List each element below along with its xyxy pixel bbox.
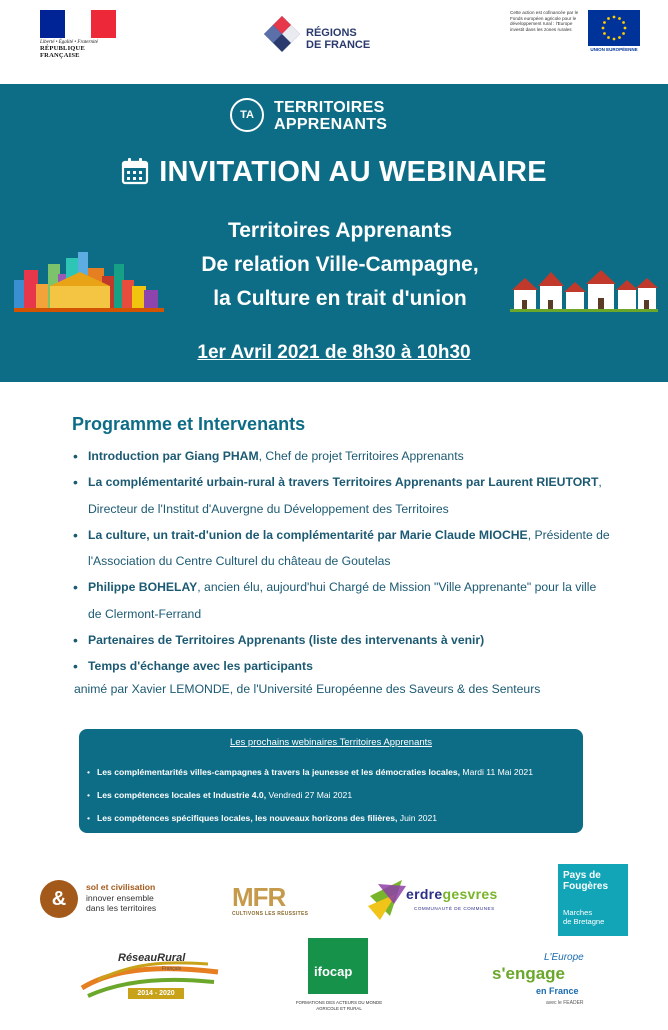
programme-host: animé par Xavier LEMONDE, de l'Université Européenne des Saveurs & des Senteurs (74, 682, 541, 696)
programme-item (72, 522, 612, 575)
ifocap-box (308, 938, 368, 994)
eu-star-icon (622, 21, 625, 24)
programme-list (72, 443, 612, 680)
pays-de-fougeres-logo (558, 864, 628, 936)
europe-line3: en France (536, 986, 579, 996)
programme-item-rest: , Chef de projet Territoires Apprenants (258, 449, 464, 463)
invitation-text: INVITATION AU WEBINAIRE (159, 156, 547, 188)
programme-item (72, 469, 612, 522)
next-webinar-date: Vendredi 27 Mai 2021 (266, 790, 353, 800)
erdre-gesvres-logo (366, 876, 520, 924)
city-skyline-illustration (14, 250, 164, 312)
programme-item (72, 627, 612, 653)
fougeres-subtitle (563, 908, 604, 926)
ta-name-line1: TERRITOIRES (274, 99, 385, 116)
eu-funding-logo (510, 10, 642, 54)
ifocap-logo (294, 938, 384, 1024)
programme-item (72, 443, 612, 469)
erdre-sub: COMMUNAUTÉ DE COMMUNES (414, 906, 495, 911)
programme-item-rest: , Présidente de l'Association du Centre Culturel du château de Goutelas (88, 527, 610, 569)
europe-line2: s'engage (492, 964, 566, 983)
programme-item (72, 574, 612, 627)
programme-item (72, 653, 612, 679)
eu-star-icon (622, 32, 625, 35)
sol-line1: sol et civilisation (86, 882, 156, 892)
fougeres-line3: Marches (563, 908, 593, 917)
regions-diamond-icon (262, 14, 302, 54)
next-webinar-topic: Les complémentarités villes-campagnes à travers la jeunesse et les démocraties locales, (97, 767, 461, 777)
sol-line2: innover ensemble (86, 892, 154, 903)
erdre-part1: erdre (406, 886, 443, 902)
logo-bar (0, 0, 668, 84)
sol-text (86, 882, 156, 914)
programme-item-rest: , Directeur de l'Institut d'Auvergne du Développement des Territoires (88, 475, 602, 516)
next-webinar-item (87, 784, 577, 807)
mfr-tagline: CULTIVONS LES RÉUSSITES (232, 911, 309, 917)
next-webinar-topic: Les compétences locales et Industrie 4.0, (97, 790, 267, 800)
republique-francaise-logo (40, 10, 116, 59)
webinar-date: 1er Avril 2021 de 8h30 à 10h30 (197, 342, 471, 363)
programme-item-rest: , ancien élu, aujourd'hui Chargé de Mission "Ville Apprenante" pour la ville de Clermont-Ferrand (88, 580, 597, 621)
fougeres-line4: de Bretagne (563, 917, 605, 926)
next-webinar-topic: Les compétences spécifiques locales, les nouveaux horizons des filières, (97, 813, 398, 823)
next-webinars-list (87, 761, 577, 830)
eu-note: Cette action est cofinancée par le Fonds européen agricole pour le développement rural : l'Europe investit dans les zones rurales (510, 10, 579, 32)
mfr-logo (232, 882, 322, 922)
eu-star-icon (618, 17, 621, 20)
rf-motto: Liberté • Égalité • Fraternité (40, 40, 98, 45)
erdre-gesvres-mark-icon (366, 876, 410, 920)
subtitle-line-1: Territoires Apprenants (227, 219, 453, 242)
invitation-heading (0, 156, 668, 189)
eu-star-icon (607, 36, 610, 39)
next-webinar-item (87, 807, 577, 830)
reseau-rural-logo (78, 948, 224, 1006)
fougeres-line1: Pays de (563, 870, 601, 881)
erdre-name (406, 886, 498, 902)
ifocap-name: ifocap (314, 964, 353, 979)
french-flag-icon (40, 10, 116, 38)
next-webinar-date: Mardi 11 Mai 2021 (460, 767, 533, 777)
ta-name (274, 99, 387, 133)
ifocap-subtitle: FORMATIONS DES ACTEURS DU MONDE AGRICOLE ET RURAL (295, 1000, 383, 1011)
sol-ampersand-icon: & (40, 880, 78, 918)
hero-banner (0, 84, 668, 382)
programme-item-bold: La culture, un trait-d'union de la complémentarité par Marie Claude MIOCHE (88, 527, 528, 542)
europe-line1: L'Europe (544, 952, 584, 963)
programme-item-bold: La complémentarité urbain-rural à travers Territoires Apprenants par Laurent RIEUTORT (88, 475, 599, 490)
programme-item-bold: Philippe BOHELAY (88, 580, 198, 595)
eu-star-icon (613, 38, 616, 41)
europe-sengage-logo (488, 950, 598, 1012)
regions-de-france-logo (262, 12, 372, 56)
calendar-icon (121, 157, 149, 185)
eu-star-icon (603, 32, 606, 35)
ta-name-line2: APPRENANTS (274, 116, 388, 133)
rf-name: RÉPUBLIQUE FRANÇAISE (40, 45, 85, 59)
territoires-apprenants-logo (230, 94, 410, 138)
eu-star-icon (607, 17, 610, 20)
erdre-part2: gesvres (442, 886, 498, 902)
next-webinar-date: Juin 2021 (397, 813, 438, 823)
eu-star-icon (613, 16, 616, 19)
europe-line4: avec le FEADER (546, 1000, 584, 1006)
eu-star-icon (602, 27, 605, 30)
programme-title: Programme et Intervenants (72, 414, 306, 434)
webinar-subtitle (150, 214, 530, 316)
mfr-name: MFR (232, 882, 286, 912)
reseau-rural-country: Français (162, 966, 182, 972)
next-webinars-box (79, 729, 583, 833)
next-webinar-item (87, 761, 577, 784)
programme-item-bold: Temps d'échange avec les participants (88, 659, 313, 674)
subtitle-line-2: De relation Ville-Campagne, (201, 253, 479, 276)
subtitle-line-3: la Culture en trait d'union (213, 287, 467, 310)
eu-label: UNION EUROPÉENNE (590, 47, 638, 52)
eu-star-icon (624, 27, 627, 30)
fougeres-line2: Fougères (563, 881, 609, 892)
reseau-rural-name: RéseauRural (118, 952, 186, 964)
eu-flag-icon (588, 10, 640, 46)
next-webinars-title: Les prochains webinaires Territoires Apprenants (229, 737, 433, 748)
regions-name: RÉGIONS DE FRANCE (306, 27, 371, 51)
programme-item-bold: Introduction par Giang PHAM (88, 449, 259, 463)
ta-badge: TA (230, 98, 264, 132)
eu-star-icon (603, 21, 606, 24)
fougeres-title (563, 870, 608, 892)
village-houses-illustration (510, 266, 658, 312)
sol-et-civilisation-logo (38, 876, 178, 922)
programme-item-bold: Partenaires de Territoires Apprenants (liste des intervenants à venir) (88, 633, 485, 648)
sol-line3: dans les territoires (86, 903, 157, 913)
reseau-rural-years: 2014 - 2020 (128, 988, 184, 999)
eu-star-icon (618, 36, 621, 39)
